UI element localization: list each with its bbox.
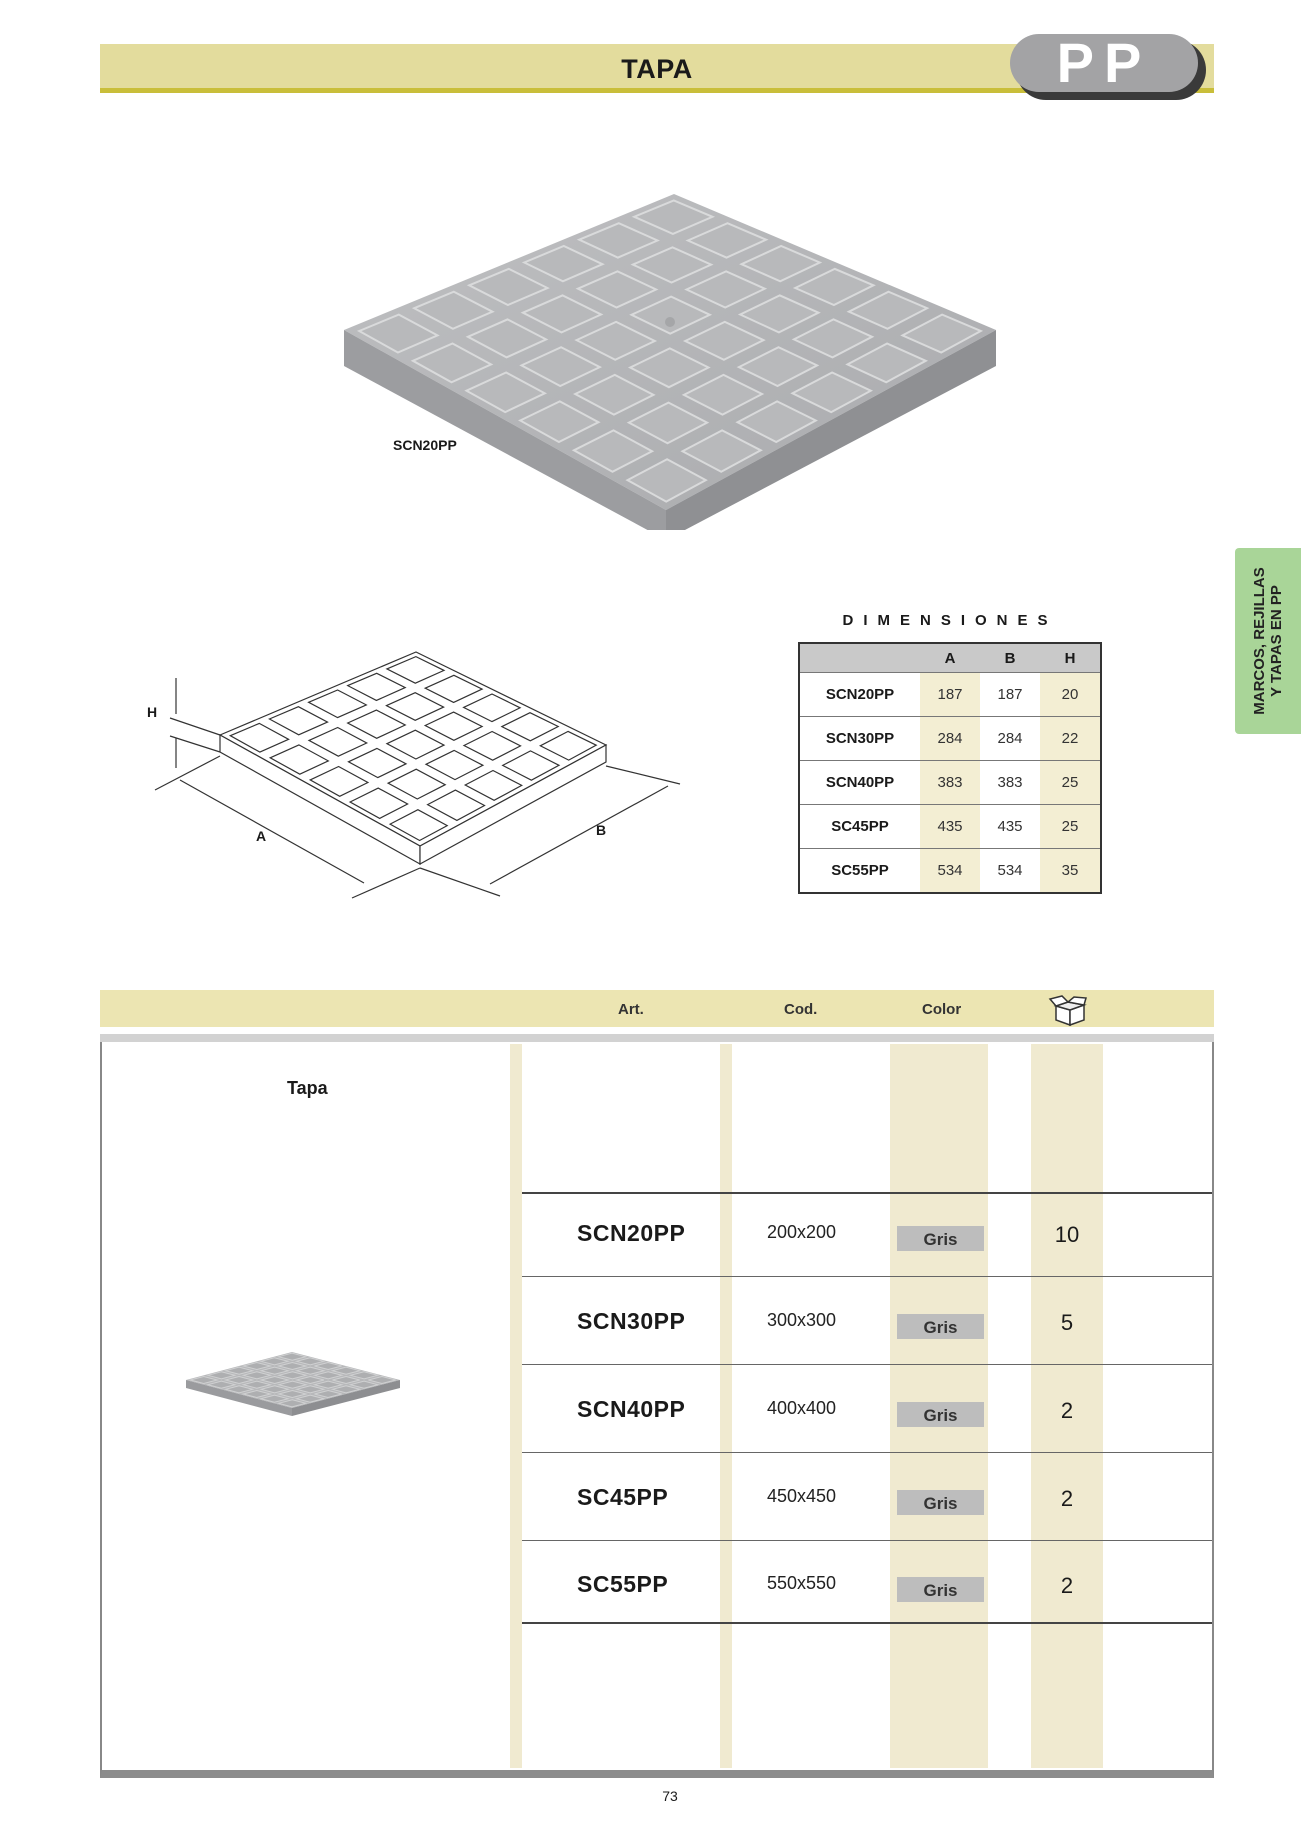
dims-a: 435 — [920, 805, 980, 849]
column-stripe — [510, 1044, 522, 1768]
page-title: TAPA — [621, 54, 693, 84]
column-stripe — [720, 1044, 732, 1768]
dims-name: SCN30PP — [799, 717, 920, 761]
table-row — [799, 673, 1101, 717]
dims-h: 22 — [1040, 717, 1101, 761]
dims-b: 284 — [980, 717, 1040, 761]
product-cod: 200x200 — [767, 1222, 837, 1242]
photo-caption: SCN20PP — [393, 437, 457, 453]
product-color: Gris — [897, 1490, 984, 1515]
dims-a: 187 — [920, 673, 980, 717]
grid-cell — [425, 712, 482, 740]
dims-h: 25 — [1040, 761, 1101, 805]
material-badge: PP — [1010, 34, 1198, 92]
table-row — [799, 717, 1101, 761]
dims-h: 20 — [1040, 673, 1101, 717]
dims-header-a: A — [920, 643, 980, 673]
header-divider — [100, 1034, 1214, 1042]
header-cod: Cod. — [784, 1001, 818, 1018]
grid-cell — [425, 675, 482, 702]
product-cod: 400x400 — [767, 1398, 837, 1418]
row-divider — [522, 1622, 1212, 1624]
dims-b: 534 — [980, 849, 1040, 894]
table-row — [799, 805, 1101, 849]
product-pack: 2 — [1060, 1486, 1074, 1511]
product-pack: 2 — [1060, 1573, 1074, 1598]
box-icon — [1048, 994, 1088, 1028]
section-tab-line1: MARCOS, REJILLAS — [1251, 567, 1269, 715]
dims-name: SCN40PP — [799, 761, 920, 805]
product-cod: 300x300 — [767, 1310, 837, 1330]
product-art: SCN30PP — [577, 1308, 686, 1334]
product-color: Gris — [897, 1402, 984, 1427]
dims-name: SC55PP — [799, 849, 920, 894]
dimension-drawing — [140, 650, 700, 900]
product-cod: 550x550 — [767, 1573, 837, 1593]
product-color: Gris — [897, 1226, 984, 1251]
product-color: Gris — [897, 1314, 984, 1339]
product-pack: 5 — [1060, 1310, 1074, 1335]
product-group-label: Tapa — [287, 1078, 328, 1098]
dim-label-h: H — [147, 704, 158, 720]
table-row — [799, 849, 1101, 894]
product-pack: 2 — [1060, 1398, 1074, 1423]
product-thumbnail — [182, 1350, 404, 1418]
grid-cell — [387, 693, 444, 721]
dims-h: 35 — [1040, 849, 1101, 894]
product-color: Gris — [897, 1577, 984, 1602]
header-art: Art. — [618, 1001, 644, 1018]
section-tab-line2: Y TAPAS EN PP — [1268, 585, 1286, 697]
dims-b: 187 — [980, 673, 1040, 717]
dims-header-h: H — [1040, 643, 1101, 673]
product-pack: 10 — [1054, 1222, 1080, 1247]
dims-h: 25 — [1040, 805, 1101, 849]
dims-name: SC45PP — [799, 805, 920, 849]
row-divider — [522, 1276, 1212, 1277]
dims-b: 383 — [980, 761, 1040, 805]
dims-name: SCN20PP — [799, 673, 920, 717]
product-cod: 450x450 — [767, 1486, 837, 1506]
product-art: SCN20PP — [577, 1220, 686, 1246]
product-photo — [330, 190, 1010, 530]
product-art: SCN40PP — [577, 1396, 686, 1422]
grid-cell — [426, 750, 483, 779]
header-color: Color — [922, 1001, 962, 1018]
product-art: SC45PP — [577, 1484, 669, 1510]
dimensions-table — [798, 642, 1102, 894]
grid-cell — [348, 710, 406, 738]
dim-label-b: B — [596, 822, 607, 838]
grid-cell — [309, 728, 367, 757]
dims-a: 284 — [920, 717, 980, 761]
grid-cell — [387, 730, 444, 759]
grid-cell — [464, 732, 521, 761]
row-divider — [522, 1452, 1212, 1453]
grid-cell — [349, 748, 407, 777]
row-divider — [522, 1192, 1212, 1194]
section-tab-label — [1235, 548, 1301, 734]
dims-header-b: B — [980, 643, 1040, 673]
dims-a: 383 — [920, 761, 980, 805]
row-divider — [522, 1540, 1212, 1541]
row-divider — [522, 1364, 1212, 1365]
dims-a: 534 — [920, 849, 980, 894]
table-row — [799, 761, 1101, 805]
product-table-header — [100, 990, 1214, 1027]
dimensions-title: DIMENSIONES — [842, 612, 1058, 629]
dims-b: 435 — [980, 805, 1040, 849]
dims-header-name — [799, 643, 920, 673]
grid-cell — [388, 769, 445, 799]
page-number: 73 — [662, 1788, 678, 1804]
dim-label-a: A — [256, 828, 267, 844]
product-art: SC55PP — [577, 1571, 669, 1597]
